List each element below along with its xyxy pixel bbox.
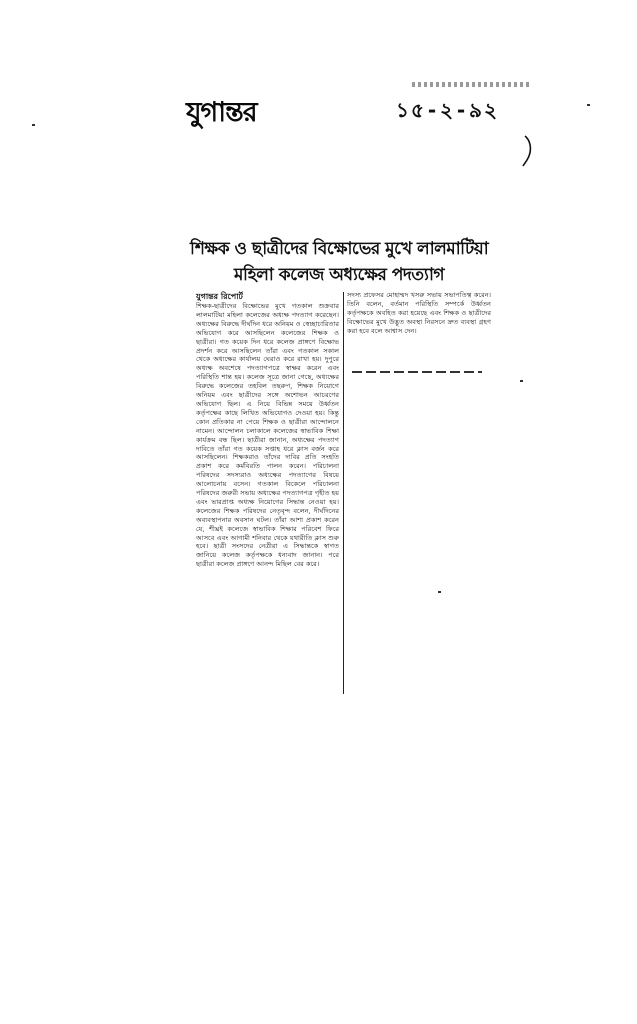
scan-speck	[520, 380, 523, 382]
handwritten-mark	[520, 134, 534, 168]
article-column-left: শিক্ষক-ছাত্রীদের বিক্ষোভের মুখে গতকাল শুক্রবার লালমাটিয়া মহিলা কলেজের অধ্যক্ষ পদত্যাগ করেছেন। অধ্যক্ষের বিরুদ্ধে দীর্ঘদিন ধরে অনিয়ম ও স্বেচ্ছাচারিতার অভিযোগ করে আসছিলেন কলেজের শিক্ষক ও ছাত্রীরা। গত কয়েক দিন ধরে কলেজ প্রাঙ্গণে বিক্ষোভ প্রদর্শন করে আসছিলেন তাঁরা এবং গতকাল সকাল থেকে অধ্যক্ষের কার্যালয় ঘেরাও করে রাখা হয়। দুপুরে অধ্যক্ষ অবশেষে পদত্যাগপত্রে স্বাক্ষর করেন এবং পরিস্থিতি শান্ত হয়। কলেজ সূত্রে জানা গেছে, অধ্যক্ষের বিরুদ্ধে কলেজের তহবিল তছরুপ, শিক্ষক নিয়োগে অনিয়ম এবং ছাত্রীদের সঙ্গে অশোভন আচরণের অভিযোগ ছিল। এ নিয়ে বিভিন্ন সময়ে উর্ধ্বতন কর্তৃপক্ষের কাছে লিখিত অভিযোগও দেওয়া হয়। কিন্তু কোন প্রতিকার না পেয়ে শিক্ষক ও ছাত্রীরা আন্দোলনে নামেন। আন্দোলন চলাকালে কলেজের স্বাভাবিক শিক্ষা কার্যক্রম বন্ধ ছিল। ছাত্রীরা জানান, অধ্যক্ষের পদত্যাগ দাবিতে তাঁরা গত কয়েক সপ্তাহ ধরে ক্লাস বর্জন করে আসছিলেন। শিক্ষকরাও তাঁদের দাবির প্রতি সংহতি প্রকাশ করে কর্মবিরতি পালন করেন। পরিচালনা পরিষদের সদস্যরাও অধ্যক্ষের পদত্যাগের বিষয়ে আলোচনায় বসেন। গতকাল বিকেলে পরিচালনা পরিষদের জরুরী সভায় অধ্যক্ষের পদত্যাগপত্র গৃহীত হয় এবং ভারপ্রাপ্ত অধ্যক্ষ নিয়োগের সিদ্ধান্ত নেওয়া হয়। কলেজের শিক্ষক পরিষদের নেতৃবৃন্দ বলেন, দীর্ঘদিনের অব্যবস্থাপনার অবসান ঘটল। তাঁরা আশা প্রকাশ করেন যে, শীঘ্রই কলেজে স্বাভাবিক শিক্ষার পরিবেশ ফিরে আসবে এবং আগামী শনিবার থেকে যথারীতি ক্লাস শুরু হবে। ছাত্রী সংসদের নেত্রীরা এ সিদ্ধান্তকে স্বাগত জানিয়ে কলেজ কর্তৃপক্ষকে ধন্যবাদ জানান। পরে ছাত্রীরা কলেজ প্রাঙ্গণে আনন্দ মিছিল বের করে।	[196, 302, 339, 569]
scan-speck	[587, 104, 590, 106]
column-divider	[343, 292, 344, 694]
article-end-rule	[352, 371, 482, 373]
byline: যুগান্তর রিপোর্ট	[196, 292, 243, 301]
scan-speck	[32, 124, 35, 126]
date-stamp: ১৫-২-৯২	[396, 98, 500, 122]
headline-line-1: শিক্ষক ও ছাত্রীদের বিক্ষোভের মুখে লালমাটিয়া	[190, 239, 489, 259]
newspaper-masthead: যুগান্তর	[186, 97, 257, 128]
headline-line-2: মহিলা কলেজ অধ্যক্ষের পদত্যাগ	[234, 265, 445, 285]
scan-speck	[438, 591, 441, 593]
article-column-right: সদস্য প্রফেসর মোহাম্মদ খসরু সভায় সভাপতিত্ব করেন। তিনি বলেন, বর্তমান পরিস্থিতি সম্পর্কে উর্ধ্বতন কর্তৃপক্ষকে অবহিত করা হয়েছে এবং শিক্ষক ও ছাত্রীদের বিক্ষোভের মুখে উদ্ভূত অবস্থা নিরসনে দ্রুত ব্যবস্থা গ্রহণ করা হবে বলে আশ্বাস দেন।	[347, 291, 491, 335]
stamp-strip	[412, 82, 532, 87]
